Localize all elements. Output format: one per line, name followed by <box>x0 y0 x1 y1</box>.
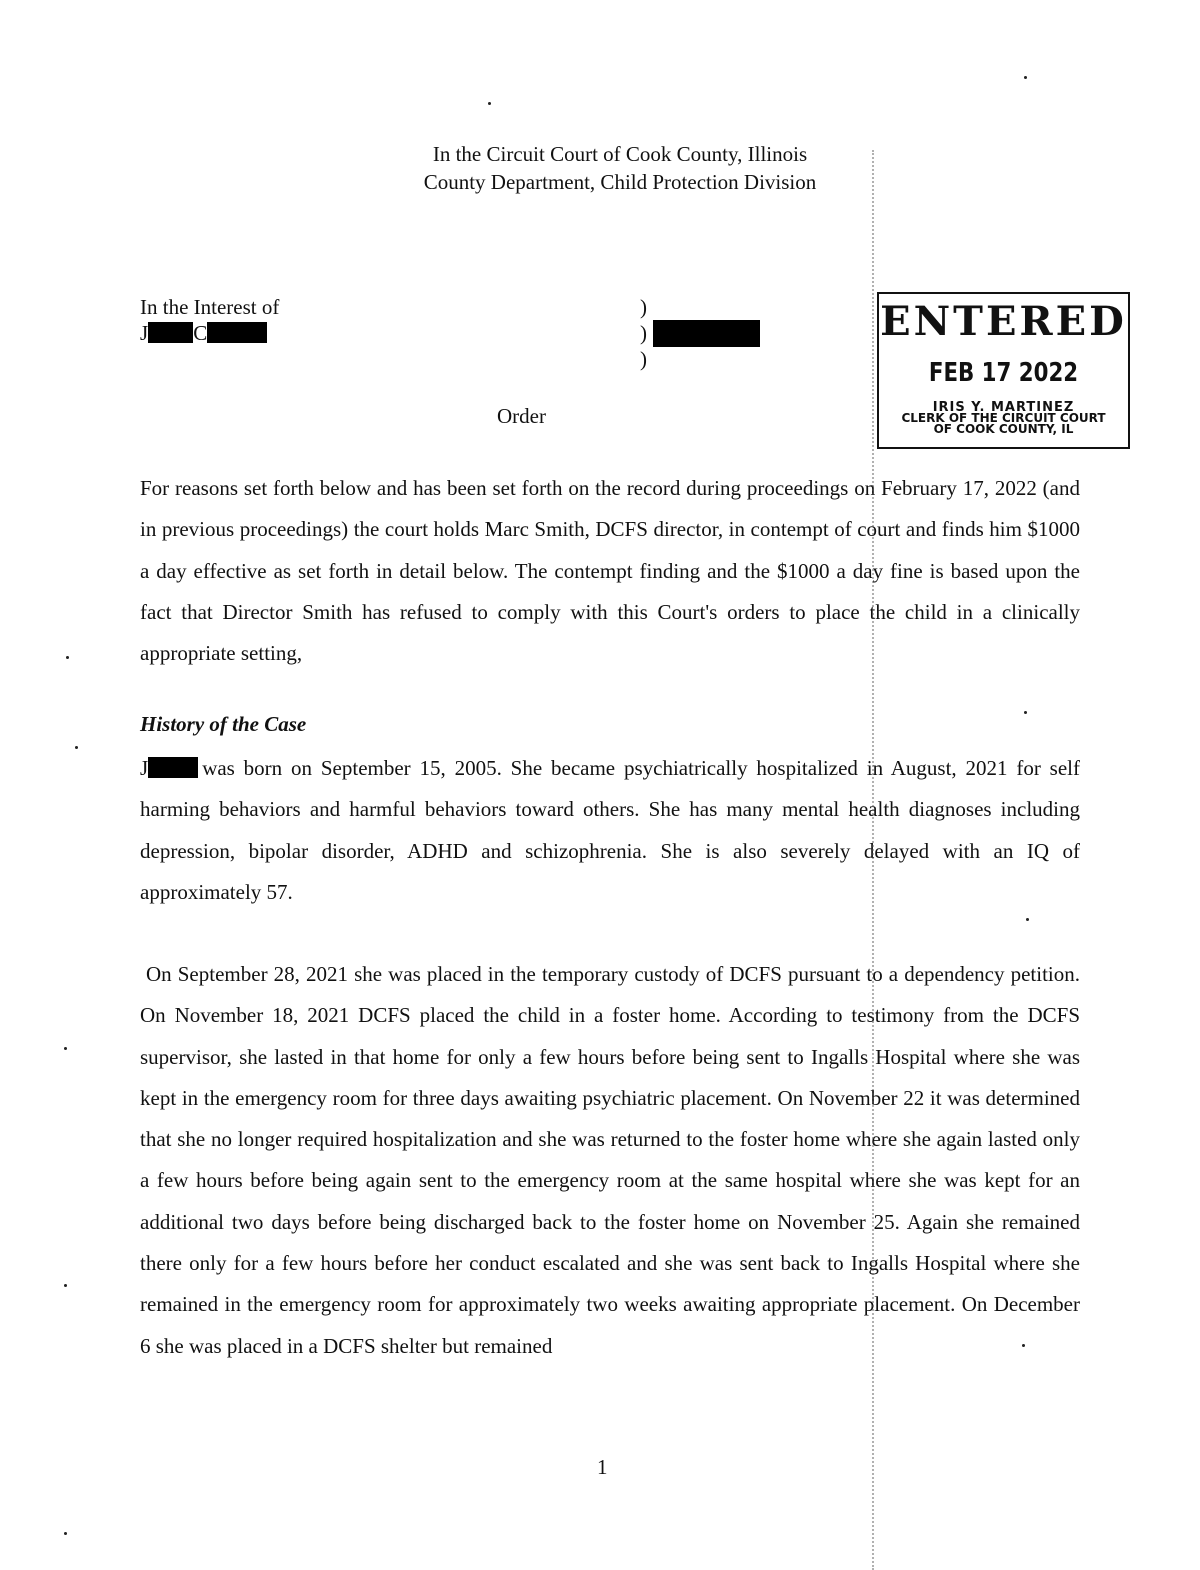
in-interest-of-label: In the Interest of <box>140 295 280 319</box>
scan-speck <box>1024 76 1027 79</box>
scan-speck <box>1026 918 1029 921</box>
scan-artifact-line <box>872 150 876 1570</box>
scan-speck <box>75 746 78 749</box>
redaction-bar <box>148 322 193 343</box>
scan-speck <box>1022 1344 1025 1347</box>
intro-paragraph: For reasons set forth below and has been set forth on the record during proceedings on February 17, 2022 (and in previous proceedings) the court holds Marc Smith, DCFS director, in contempt of court and finds him $1000 a day effective as set forth in detail below. The contempt finding and the $1000 a day fine is based upon the fact that Director Smith has refused to comply with this Court's orders to place the child in a clinically appropriate setting, <box>140 476 1080 666</box>
redaction-bar <box>148 757 198 778</box>
caption-parens: ) ) ) <box>640 295 647 371</box>
child-name-redacted: J C <box>140 320 279 346</box>
entered-stamp <box>877 292 1130 449</box>
court-division: County Department, Child Protection Division <box>423 170 817 194</box>
scan-speck <box>1024 711 1027 714</box>
section-heading-history: History of the Case <box>140 712 307 736</box>
stamp-status: ENTERED <box>880 298 1127 345</box>
scan-speck <box>64 1532 67 1535</box>
scan-speck <box>488 102 491 105</box>
scan-speck <box>66 656 69 659</box>
order-title: Order <box>497 404 546 428</box>
stamp-clerk: IRIS Y. MARTINEZ CLERK OF THE CIRCUIT COURT OF COOK COUNTY, IL <box>901 400 1106 436</box>
stamp-date: FEB 17 2022 <box>928 358 1079 388</box>
court-header <box>0 140 1200 196</box>
history-paragraph-2: On September 28, 2021 she was placed in the temporary custody of DCFS pursuant to a dependency petition. On November 18, 2021 DCFS placed the child in a foster home. According to testimony from the DCFS supervisor, she lasted in that home for only a few hours before being sent to Ingalls Hospital where she was kept in the emergency room for three days awaiting psychiatric placement. On November 22 it was determined that she no longer required hospitalization and she was returned to the foster home where she again lasted only a few hours before being again sent to the emergency room at the same hospital where she was kept for an additional two days before being discharged back to the foster home on November 25. Again she remained there only for a few hours before her conduct escalated and she was sent back to Ingalls Hospital where she remained in the emergency room for approximately two weeks awaiting appropriate placement. On December 6 she was placed in a DCFS shelter but remained <box>140 962 1080 1358</box>
scan-speck <box>64 1284 67 1287</box>
case-caption <box>140 294 279 346</box>
history-paragraph-1: J was born on September 15, 2005. She became psychiatrically hospitalized in August, 2021 for self harming behaviors and harmful behaviors toward others. She has many mental health diagnoses including depression, bipolar disorder, ADHD and schizophrenia. She is also severely delayed with an IQ of approximately 57. <box>140 756 1080 904</box>
scan-speck <box>64 1047 67 1050</box>
page-number: 1 <box>597 1455 608 1479</box>
court-name: In the Circuit Court of Cook County, Illinois <box>432 142 808 166</box>
case-number-redaction-bar <box>653 320 760 347</box>
redaction-bar <box>207 322 267 343</box>
